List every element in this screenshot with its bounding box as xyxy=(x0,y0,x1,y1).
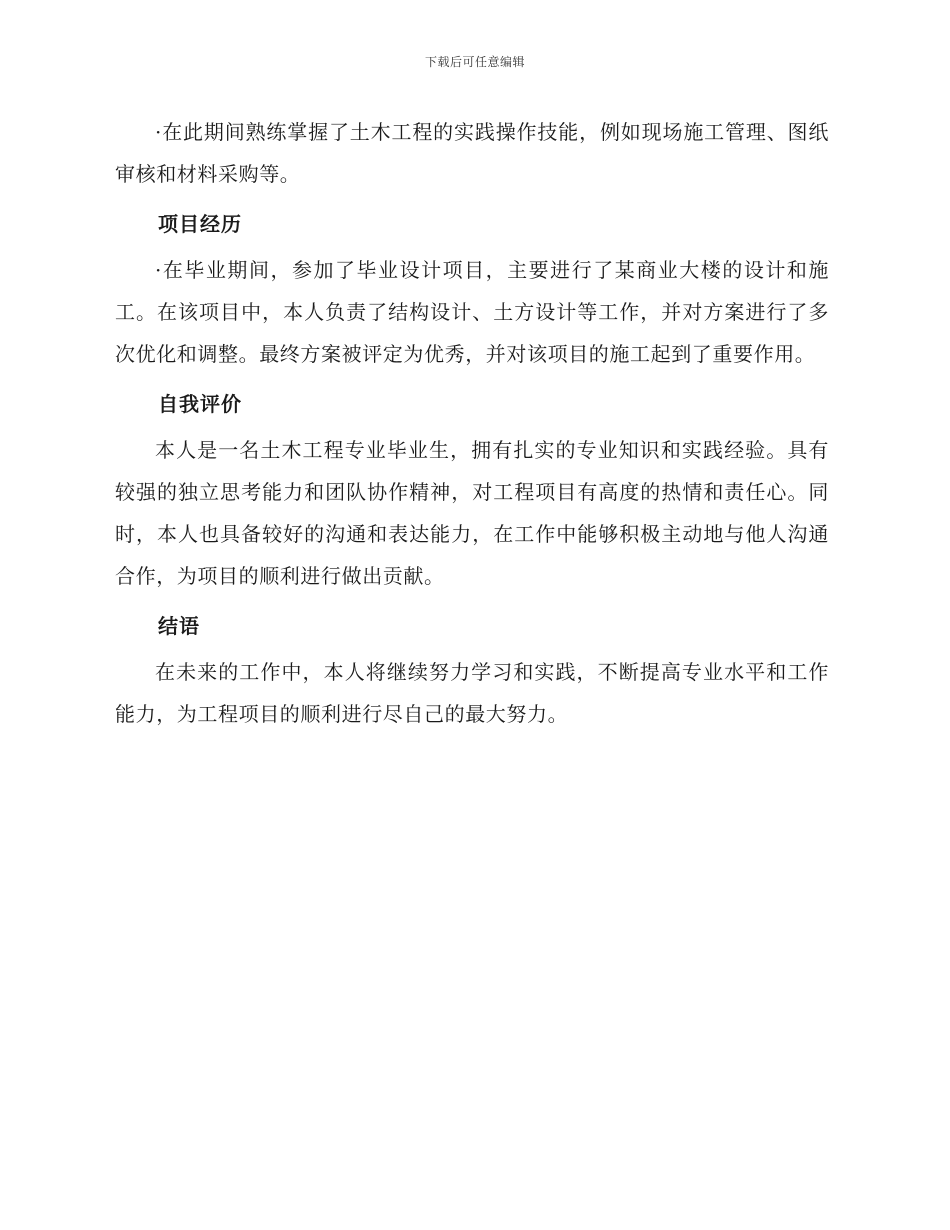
paragraph-project-experience: ·在毕业期间，参加了毕业设计项目，主要进行了某商业大楼的设计和施工。在该项目中，本人负责了结构设计、土方设计等工作，并对方案进行了多次优化和调整。最终方案被评定为优秀，并对该项目的施工起到了重要作用。 xyxy=(115,258,829,366)
page-header-note: 下载后可任意编辑 xyxy=(424,55,525,69)
heading-conclusion: 结语 xyxy=(158,614,200,638)
paragraph-self-evaluation: 本人是一名土木工程专业毕业生，拥有扎实的专业知识和实践经验。具有较强的独立思考能力和团队协作精神，对工程项目有高度的热情和责任心。同时，本人也具备较好的沟通和表达能力，在工作中能够积极主动地与他人沟通合作，为项目的顺利进行做出贡献。 xyxy=(115,438,829,588)
paragraph-conclusion: 在未来的工作中，本人将继续努力学习和实践，不断提高专业水平和工作能力，为工程项目的顺利进行尽自己的最大努力。 xyxy=(115,660,829,726)
paragraph-practice-skills: ·在此期间熟练掌握了土木工程的实践操作技能，例如现场施工管理、图纸审核和材料采购等。 xyxy=(115,120,829,186)
document-body xyxy=(115,111,829,735)
heading-self-evaluation: 自我评价 xyxy=(158,392,242,416)
heading-project-experience: 项目经历 xyxy=(158,212,242,236)
